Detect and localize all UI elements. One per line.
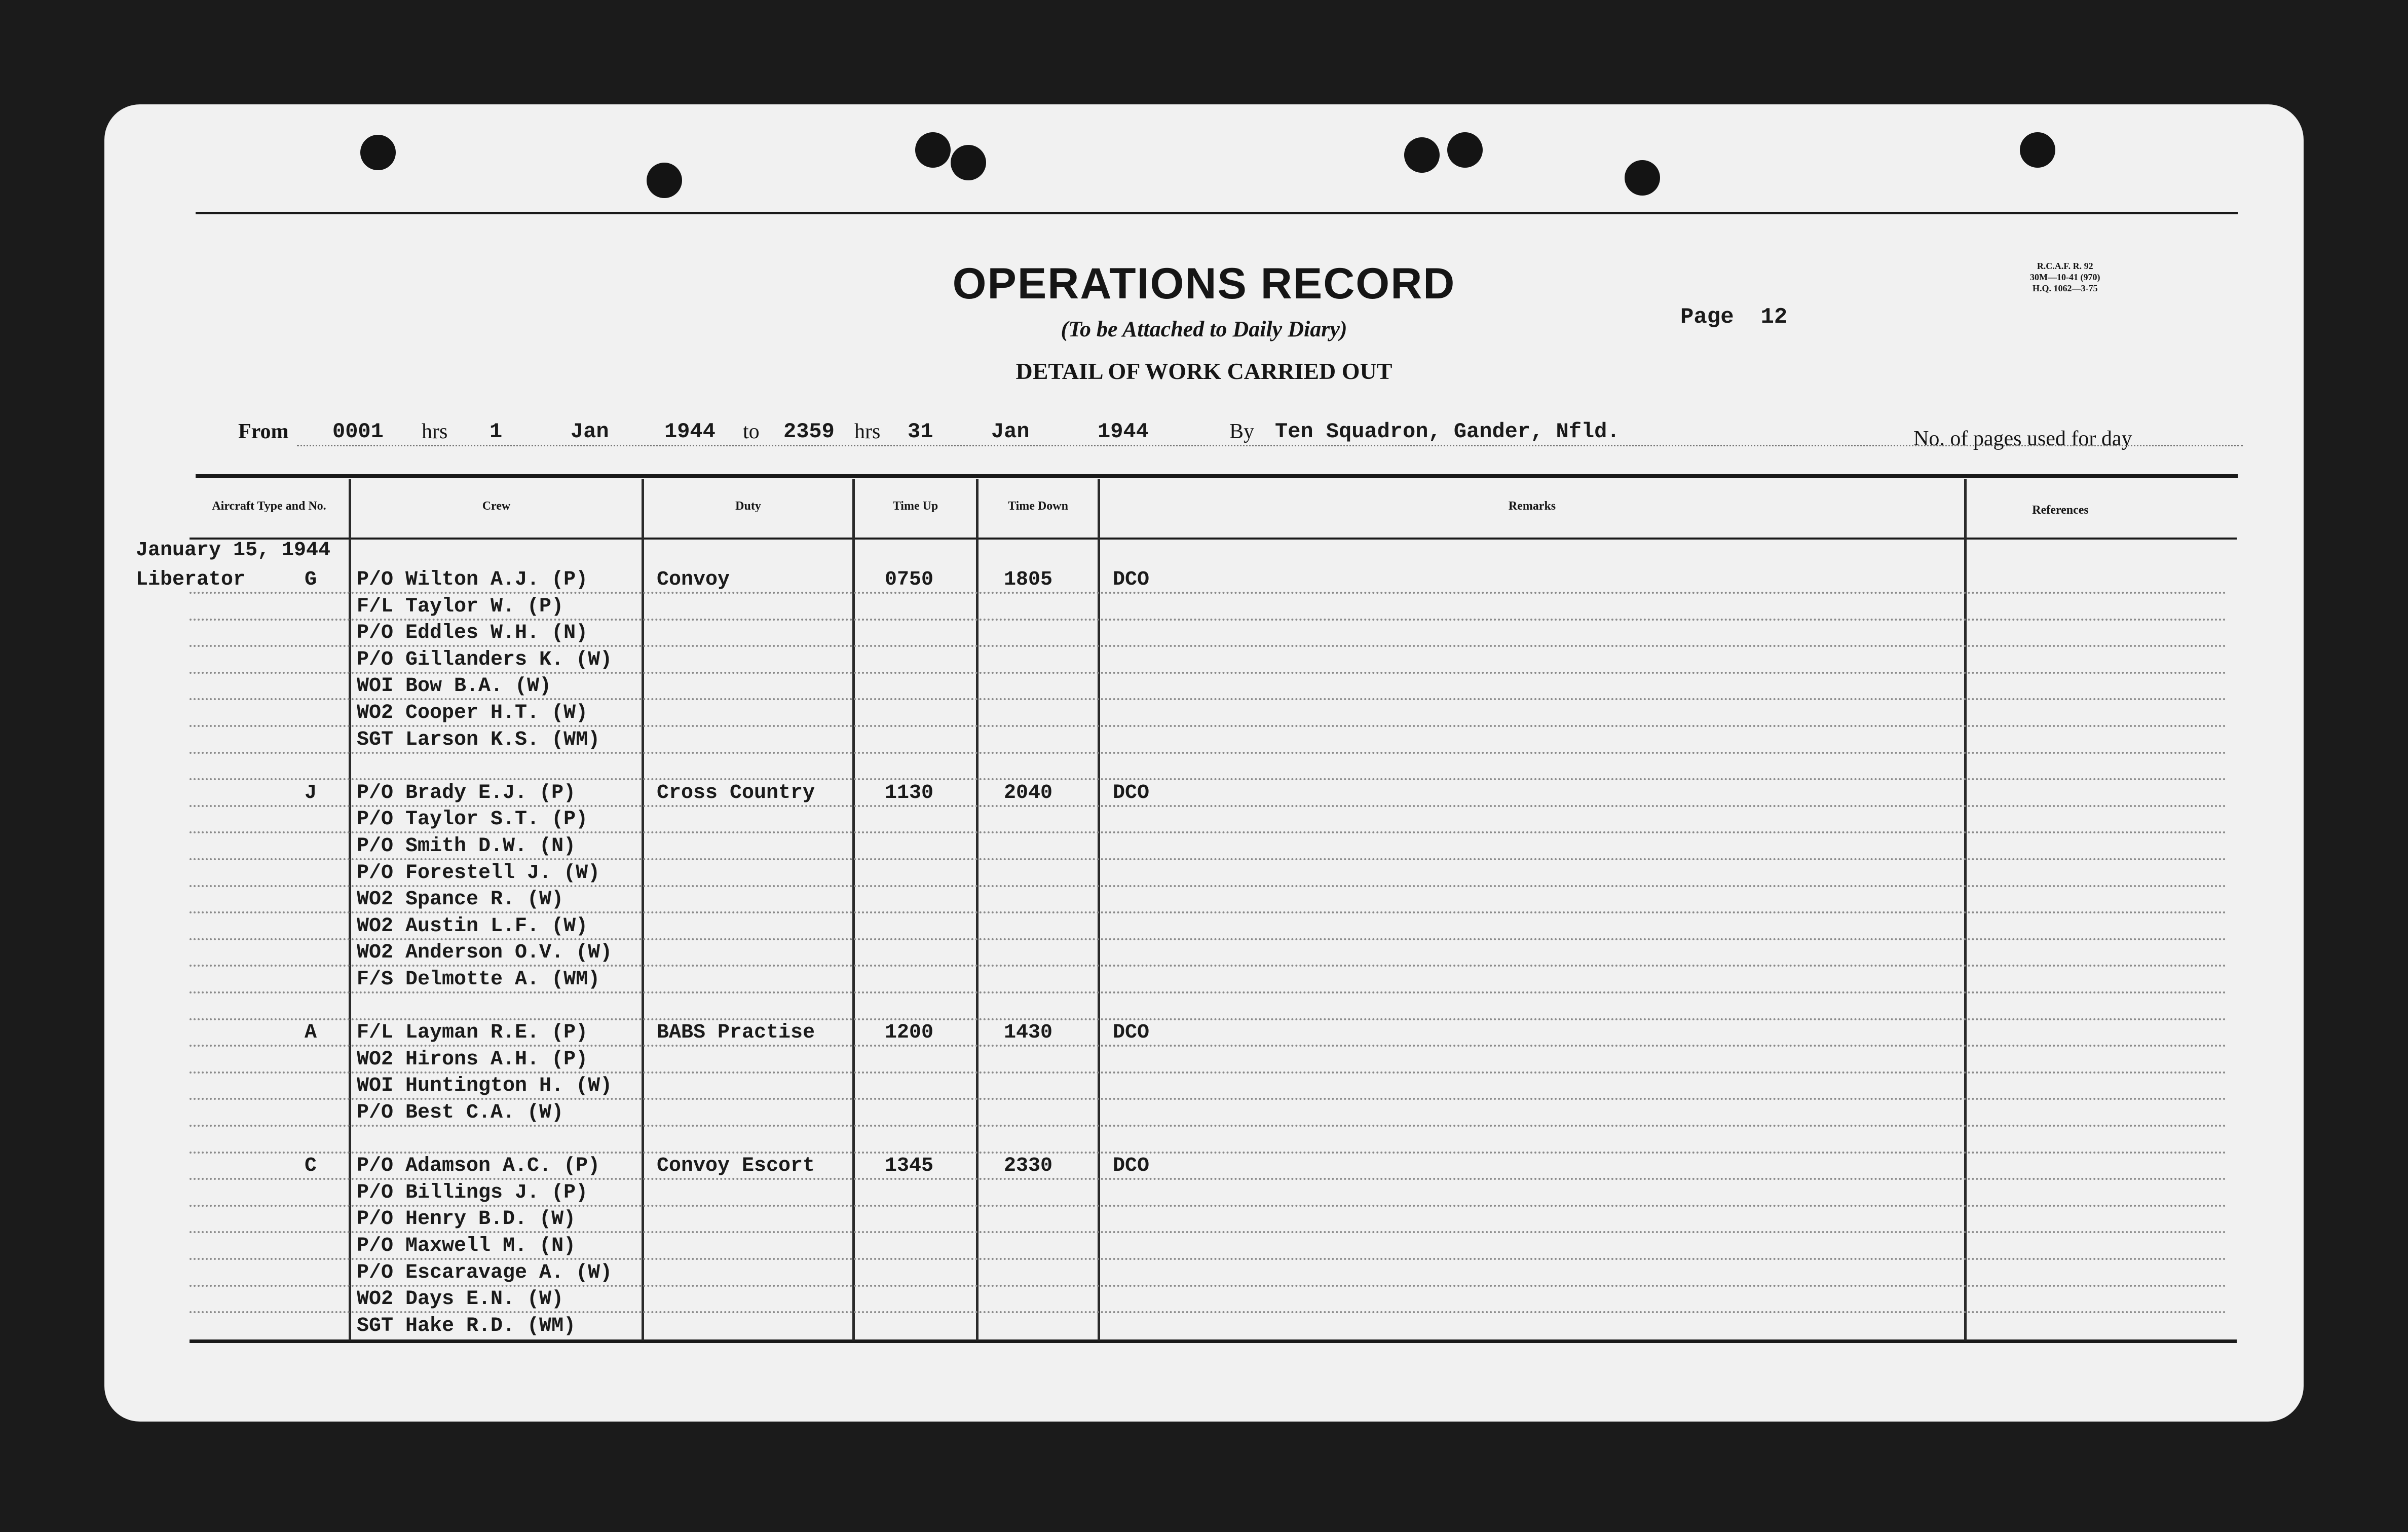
punch-hole xyxy=(1625,160,1660,196)
aircraft-letter: J xyxy=(305,781,317,805)
ruled-line xyxy=(190,938,2228,940)
crew-member: P/O Gillanders K. (W) xyxy=(357,648,613,671)
ruled-line xyxy=(190,1178,2228,1180)
remarks: DCO xyxy=(1113,1021,1150,1045)
ruled-line xyxy=(190,885,2228,887)
ruled-line xyxy=(190,805,2228,807)
header-bottom-rule xyxy=(190,538,2237,540)
page-subtitle: (To be Attached to Daily Diary) xyxy=(1061,317,1347,341)
date-entry: January 15, 1944 xyxy=(136,539,331,562)
ruled-line xyxy=(190,645,2228,647)
ruled-line xyxy=(190,725,2228,727)
aircraft-letter: A xyxy=(305,1021,317,1045)
page-label: Page xyxy=(1680,304,1734,330)
column-header-time-down: Time Down xyxy=(1008,500,1068,513)
aircraft-type: Liberator xyxy=(136,568,246,591)
crew-member: P/O Escaravage A. (W) xyxy=(357,1261,613,1284)
column-header-aircraft: Aircraft Type and No. xyxy=(212,500,326,513)
ruled-line xyxy=(190,1018,2228,1020)
ruled-line xyxy=(190,1071,2228,1074)
table-top-rule xyxy=(196,474,2238,478)
from-label: From xyxy=(238,420,289,443)
form-ref-line: H.Q. 1062—3-75 xyxy=(2032,283,2098,293)
crew-member: P/O Smith D.W. (N) xyxy=(357,835,576,858)
crew-member: P/O Maxwell M. (N) xyxy=(357,1235,576,1257)
ruled-line xyxy=(190,1152,2228,1154)
punch-hole xyxy=(647,163,682,198)
punch-hole xyxy=(360,135,396,170)
to-label: to xyxy=(743,420,760,443)
crew-member: WO2 Anderson O.V. (W) xyxy=(357,941,613,965)
detail-heading: DETAIL OF WORK CARRIED OUT xyxy=(1015,358,1393,384)
ruled-line xyxy=(190,592,2228,594)
ruled-line xyxy=(190,991,2228,993)
page-number-value: 12 xyxy=(1760,304,1788,330)
duty: Convoy Escort xyxy=(657,1155,815,1178)
crew-member: WO2 Days E.N. (W) xyxy=(357,1288,564,1311)
time-up: 1345 xyxy=(885,1155,934,1178)
column-header-references: References xyxy=(2032,504,2089,517)
ruled-line xyxy=(190,1311,2228,1313)
table-bottom-rule xyxy=(190,1339,2237,1343)
aircraft-letter: G xyxy=(305,568,317,591)
ruled-line xyxy=(190,1258,2228,1260)
from-line-dots xyxy=(297,445,2243,446)
by-label: By xyxy=(1229,420,1255,443)
from-year: 1944 xyxy=(664,419,716,444)
hrs-label: hrs xyxy=(422,420,448,443)
pages-used-label: No. of pages used for day xyxy=(1913,427,2132,450)
column-header-time-up: Time Up xyxy=(892,500,938,513)
punch-hole xyxy=(951,145,986,180)
time-down: 2330 xyxy=(1004,1155,1053,1178)
ruled-line xyxy=(190,858,2228,860)
time-down: 1805 xyxy=(1004,568,1053,591)
aircraft-letter: C xyxy=(305,1155,317,1178)
crew-member: P/O Taylor S.T. (P) xyxy=(357,808,588,831)
ruled-line xyxy=(190,1098,2228,1100)
ruled-line xyxy=(190,1285,2228,1287)
punch-hole xyxy=(1404,137,1440,173)
column-divider xyxy=(852,479,855,1340)
crew-member: WO2 Austin L.F. (W) xyxy=(357,914,588,938)
operations-record-card xyxy=(104,104,2304,1422)
ruled-line xyxy=(190,619,2228,621)
crew-member: WOI Huntington H. (W) xyxy=(357,1075,613,1098)
ruled-line xyxy=(190,1205,2228,1207)
crew-member: P/O Henry B.D. (W) xyxy=(357,1208,576,1231)
to-year: 1944 xyxy=(1098,419,1149,444)
duty: Convoy xyxy=(657,568,730,591)
punch-hole xyxy=(915,132,951,168)
crew-member: WO2 Cooper H.T. (W) xyxy=(357,702,588,724)
crew-member: P/O Wilton A.J. (P) xyxy=(357,568,588,591)
crew-member: P/O Brady E.J. (P) xyxy=(357,781,576,805)
from-month: Jan xyxy=(571,419,609,444)
by-unit: Ten Squadron, Gander, Nfld. xyxy=(1275,419,1620,444)
time-up: 1200 xyxy=(885,1021,934,1045)
crew-member: WOI Bow B.A. (W) xyxy=(357,675,552,698)
form-reference xyxy=(2030,260,2100,294)
time-down: 2040 xyxy=(1004,781,1053,805)
remarks: DCO xyxy=(1113,1155,1150,1178)
ruled-line xyxy=(190,1125,2228,1127)
form-ref-line: R.C.A.F. R. 92 xyxy=(2037,261,2093,271)
ruled-line xyxy=(190,1045,2228,1047)
form-ref-line: 30M—10-41 (970) xyxy=(2030,272,2100,282)
crew-member: WO2 Spance R. (W) xyxy=(357,888,564,911)
crew-member: P/O Adamson A.C. (P) xyxy=(357,1155,600,1178)
time-up: 0750 xyxy=(885,568,934,591)
crew-member: WO2 Hirons A.H. (P) xyxy=(357,1048,588,1071)
crew-member: SGT Larson K.S. (WM) xyxy=(357,728,600,751)
column-divider xyxy=(1098,479,1100,1340)
ruled-line xyxy=(190,1231,2228,1233)
punch-hole xyxy=(1447,132,1483,168)
crew-member: P/O Best C.A. (W) xyxy=(357,1101,564,1124)
duty: Cross Country xyxy=(657,781,815,805)
to-day: 31 xyxy=(908,419,933,444)
column-header-remarks: Remarks xyxy=(1508,500,1556,513)
ruled-line xyxy=(190,911,2228,913)
crew-member: P/O Eddles W.H. (N) xyxy=(357,622,588,645)
to-time: 2359 xyxy=(783,419,835,444)
column-divider xyxy=(1964,479,1967,1340)
ruled-line xyxy=(190,698,2228,700)
time-up: 1130 xyxy=(885,781,934,805)
column-header-duty: Duty xyxy=(735,500,761,513)
top-rule xyxy=(196,212,2238,214)
column-divider xyxy=(642,479,644,1340)
to-month: Jan xyxy=(991,419,1030,444)
column-divider xyxy=(976,479,979,1340)
remarks: DCO xyxy=(1113,781,1150,805)
crew-member: F/S Delmotte A. (WM) xyxy=(357,968,600,991)
duty: BABS Practise xyxy=(657,1021,815,1045)
crew-member: SGT Hake R.D. (WM) xyxy=(357,1314,576,1337)
remarks: DCO xyxy=(1113,568,1150,591)
ruled-line xyxy=(190,672,2228,674)
ruled-line xyxy=(190,831,2228,833)
crew-member: P/O Billings J. (P) xyxy=(357,1181,588,1204)
ruled-line xyxy=(190,778,2228,780)
column-header-crew: Crew xyxy=(482,500,511,513)
punch-hole xyxy=(2020,132,2055,168)
from-time: 0001 xyxy=(332,419,384,444)
time-down: 1430 xyxy=(1004,1021,1053,1045)
column-divider xyxy=(349,479,351,1340)
crew-member: P/O Forestell J. (W) xyxy=(357,861,600,885)
ruled-line xyxy=(190,965,2228,967)
crew-member: F/L Layman R.E. (P) xyxy=(357,1021,588,1045)
page-title: OPERATIONS RECORD xyxy=(952,259,1456,308)
from-day: 1 xyxy=(490,419,503,444)
crew-member: F/L Taylor W. (P) xyxy=(357,595,564,618)
ruled-line xyxy=(190,752,2228,754)
page-number xyxy=(1680,304,1787,330)
hrs-label: hrs xyxy=(854,420,881,443)
